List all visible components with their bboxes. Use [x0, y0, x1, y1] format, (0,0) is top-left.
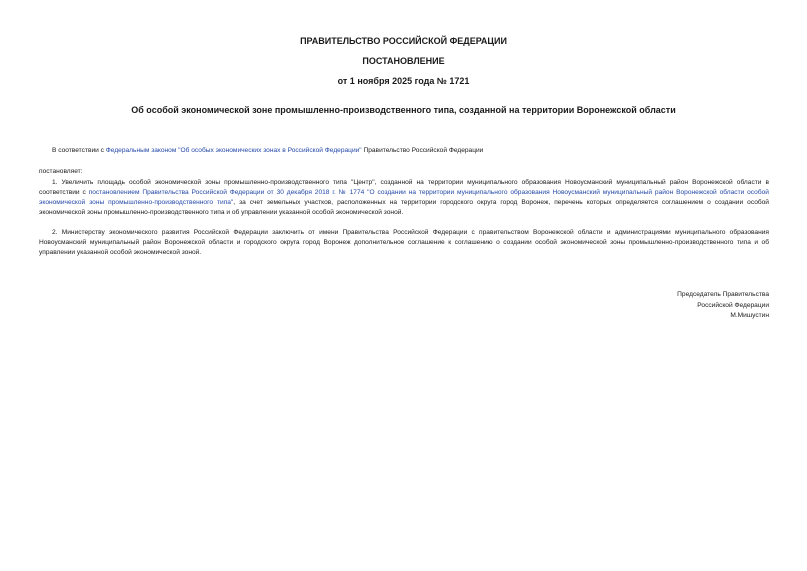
document-type: ПОСТАНОВЛЕНИЕ	[362, 56, 445, 66]
resolves-word: постановляет:	[39, 168, 83, 175]
preamble-text-after: Правительство Российской Федерации	[361, 147, 484, 154]
decree-1774-link[interactable]: постановлением Правительства Российской Федерации от 30 декабря 2018 г. № 1774 "О создании на территории муниципального образования Новоусманский муниципальный район Воронежской области особой экономической зоны промышленно-производственного типа"	[39, 189, 769, 206]
document-title: Об особой экономической зоне промышленно-производственного типа, созданной на территории Воронежской области	[131, 105, 676, 115]
document-date-number: от 1 ноября 2025 года № 1721	[337, 76, 470, 86]
paragraph-2: 2. Министерству экономического развития Российской Федерации заключить от имени Правительства Российской Федерации с правительством Воронежской области и администрациями муниципального образования Новоусманский муниципальный район Воронежской области и городского округа город Воронеж дополнительное соглашение к соглашению о создании особой экономической зоны промышленно-производственного типа и об управлении указанной особой экономической зоной.	[39, 229, 769, 256]
signatory-name: М.Мишустин	[730, 312, 769, 319]
signatory-position-line-2: Российской Федерации	[697, 301, 769, 309]
preamble-text-before: В соответствии с	[52, 147, 106, 154]
paragraph-1-text-before: 1. Увеличить площадь особой экономической зоны промышленно-производственного типа "Центр", созданной на территории муниципального образования Новоусманский муниципальный район Воронежской области в соответствии с	[39, 179, 769, 196]
issuing-authority: ПРАВИТЕЛЬСТВО РОССИЙСКОЙ ФЕДЕРАЦИИ	[300, 36, 507, 46]
paragraph-1	[39, 178, 769, 218]
paragraph-1-text-after: , за счет земельных участков, расположенных на территории городского округа город Воронеж, перечень которых определяется соглашением о создании особой экономической зоны промышленно-производственного типа и об управлении указанной особой экономической зоной.	[39, 199, 769, 216]
signatory-position-line-1: Председатель Правительства	[677, 291, 769, 298]
signature-block	[677, 290, 769, 322]
preamble	[52, 146, 483, 156]
federal-law-link[interactable]: Федеральным законом "Об особых экономических зонах в Российской Федерации"	[105, 147, 362, 154]
